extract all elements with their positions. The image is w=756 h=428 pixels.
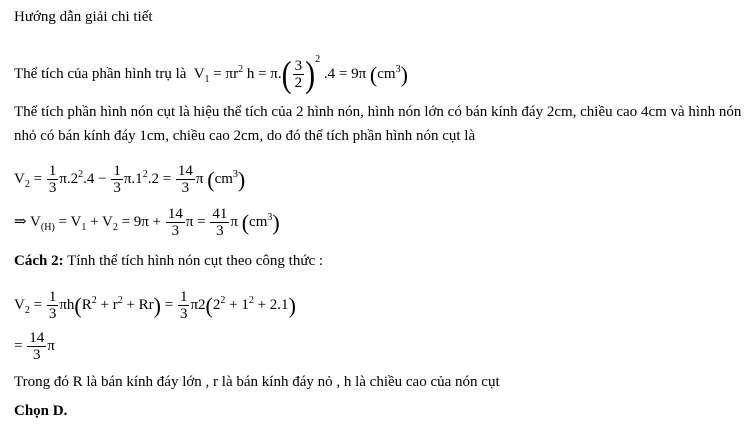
total-volume-line: ⇒ $V_{(H)} = V_1 + V_2 = 9\pi$ + $\frac{14}{3}$ π = $\frac{41}{3}$ π $(cm^3)$ (14, 206, 280, 239)
fraction-14-3-c: $\frac{14}{3}$ (29, 330, 45, 363)
fraction-41-3: $\frac{41}{3}$ (212, 206, 228, 239)
fraction-1-3-b: $\frac{1}{3}$ (113, 163, 121, 196)
cone-paragraph: Thể tích phần hình nón cụt là hiệu thể tích của 2 hình nón, hình nón lớn có bán kính đáy 2cm, chiều cao 4cm và hình nón nhỏ có bán kính đáy 1cm, chiều cao 2cm, do đó thể tích phần hình nón cụt là (14, 104, 742, 144)
fraction-3-2: $\frac{3}{2}$ (294, 58, 303, 91)
method2-label: Cách 2: (14, 253, 64, 269)
fraction-1-3-d: $\frac{1}{3}$ (179, 289, 188, 322)
v1-symbol: $V_1$ (193, 65, 210, 85)
heading: Hướng dẫn giải chi tiết (14, 9, 153, 25)
unit-cm3: $cm^3$ (377, 63, 401, 82)
note-line: Trong đó R là bán kính đáy lớn , r là bán kính đáy nỏ , h là chiều cao của nón cụt (14, 374, 500, 390)
cylinder-text: Thể tích của phần hình trụ là (14, 65, 187, 82)
result-line: = $\frac{14}{3}$ π (14, 330, 55, 363)
answer-line: Chọn D. (14, 403, 68, 419)
method2-line (14, 252, 323, 270)
method2-text: Tính thể tích hình nón cụt theo công thức : (67, 253, 324, 269)
v2-difference-line: $V_2$ = $\frac{1}{3}$ $\pi.2^2.4$ − $\frac{1}{3}$ $\pi.1^2.2$ = $\frac{14}{3}$ π $(cm^3)$ (14, 163, 246, 196)
fraction-14-3: $\frac{14}{3}$ (177, 163, 193, 196)
fraction-14-3-b: $\frac{14}{3}$ (167, 206, 183, 239)
cylinder-volume-line: Thể tích của phần hình trụ là $V_1 = \pi r^2$ h = π.( $\frac{3}{2}$ )$^2$ .4 = 9π $(cm^3)$ (14, 53, 408, 95)
formula-line: $V_2$ = $\frac{1}{3}$ $\pi h(R^2 + r^2 + Rr)$ = $\frac{1}{3}$ $\pi 2(2^2 + 1^2 + 2.1)$ (14, 289, 296, 322)
cylinder-expr-c: .4 = 9π (323, 65, 367, 82)
fraction-1-3: $\frac{1}{3}$ (48, 163, 57, 196)
cylinder-expr-a: = $\pi r^2$ (213, 63, 244, 82)
fraction-1-3-c: $\frac{1}{3}$ (48, 289, 57, 322)
cylinder-expr-b: h = π. (246, 65, 282, 82)
